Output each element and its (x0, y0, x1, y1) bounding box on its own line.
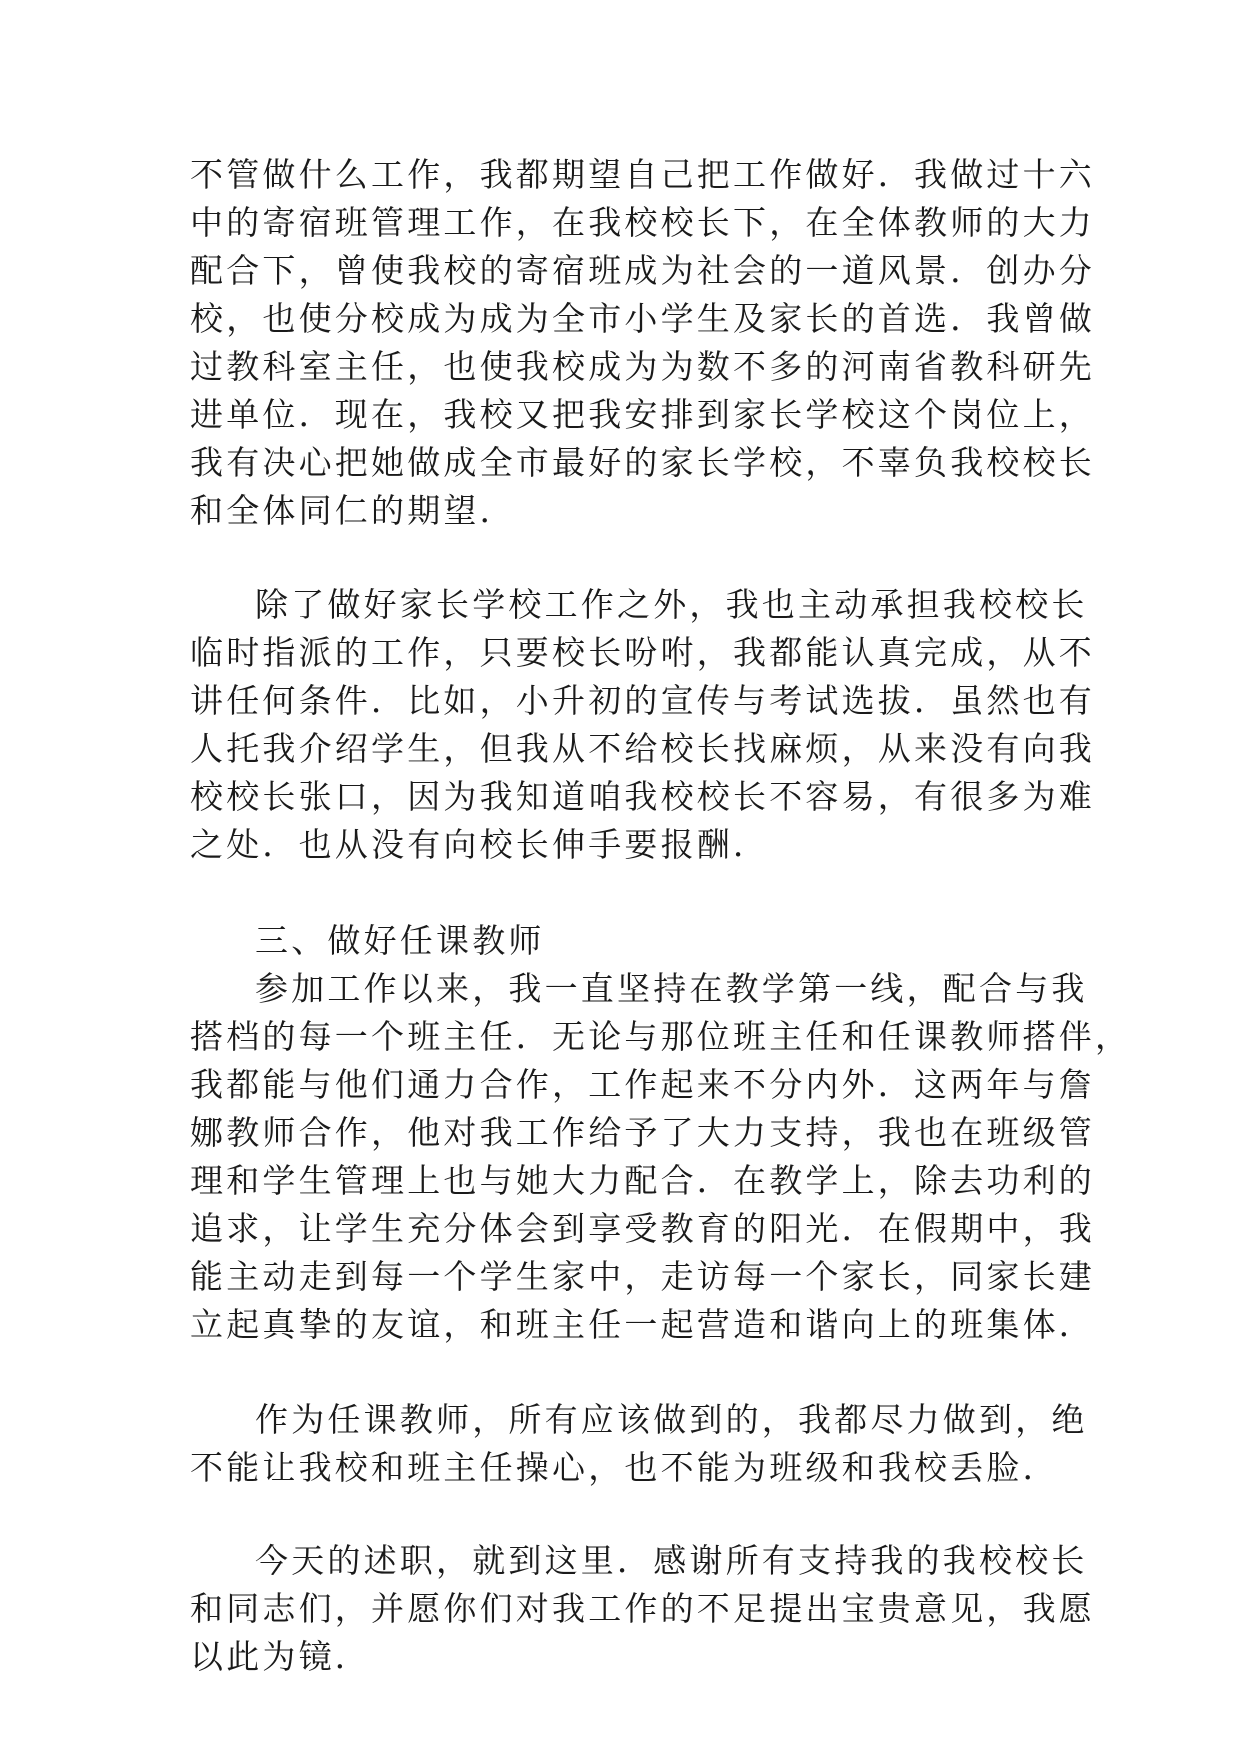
paragraph-3-line: 能主动走到每一个学生家中，走访每一个家长，同家长建 (190, 1257, 1095, 1296)
paragraph-2-line: 之处．也从没有向校长伸手要报酬． (190, 825, 770, 864)
paragraph-4-line: 作为任课教师，所有应该做到的，我都尽力做到，绝 (255, 1400, 1088, 1439)
section-heading: 三、做好任课教师 (255, 921, 545, 960)
paragraph-2-line: 除了做好家长学校工作之外，我也主动承担我校校长 (255, 585, 1088, 624)
paragraph-3-line: 参加工作以来，我一直坚持在教学第一线，配合与我 (255, 969, 1088, 1008)
paragraph-2-line: 临时指派的工作，只要校长吩咐，我都能认真完成，从不 (190, 633, 1095, 672)
paragraph-4-line: 不能让我校和班主任操心，也不能为班级和我校丢脸． (190, 1448, 1059, 1487)
paragraph-1-line: 过教科室主任，也使我校成为为数不多的河南省教科研先 (190, 347, 1095, 386)
paragraph-1-line: 我有决心把她做成全市最好的家长学校，不辜负我校校长 (190, 443, 1095, 482)
paragraph-1-line: 不管做什么工作，我都期望自己把工作做好．我做过十六 (190, 155, 1095, 194)
paragraph-5-line: 以此为镜． (190, 1637, 371, 1676)
paragraph-2-line: 校校长张口，因为我知道咱我校校长不容易，有很多为难 (190, 777, 1095, 816)
paragraph-3-line: 娜教师合作，他对我工作给予了大力支持，我也在班级管 (190, 1113, 1095, 1152)
paragraph-2-line: 讲任何条件．比如，小升初的宣传与考试选拔．虽然也有 (190, 681, 1095, 720)
paragraph-1-line: 校，也使分校成为成为全市小学生及家长的首选．我曾做 (190, 299, 1095, 338)
paragraph-3-line: 追求，让学生充分体会到享受教育的阳光．在假期中，我 (190, 1209, 1095, 1248)
paragraph-1-line: 中的寄宿班管理工作，在我校校长下，在全体教师的大力 (190, 203, 1095, 242)
paragraph-1-line: 和全体同仁的期望． (190, 491, 516, 530)
paragraph-5-line: 今天的述职，就到这里．感谢所有支持我的我校校长 (255, 1541, 1088, 1580)
paragraph-1-line: 配合下，曾使我校的寄宿班成为社会的一道风景．创办分 (190, 251, 1095, 290)
paragraph-5-line: 和同志们，并愿你们对我工作的不足提出宝贵意见，我愿 (190, 1589, 1095, 1628)
paragraph-3-line: 立起真挚的友谊，和班主任一起营造和谐向上的班集体． (190, 1305, 1095, 1344)
paragraph-3-line: 搭档的每一个班主任．无论与那位班主任和任课教师搭伴， (190, 1017, 1132, 1056)
paragraph-2-line: 人托我介绍学生，但我从不给校长找麻烦，从来没有向我 (190, 729, 1095, 768)
paragraph-3-line: 理和学生管理上也与她大力配合．在教学上，除去功利的 (190, 1161, 1095, 1200)
paragraph-3-line: 我都能与他们通力合作，工作起来不分内外．这两年与詹 (190, 1065, 1095, 1104)
paragraph-1-line: 进单位．现在，我校又把我安排到家长学校这个岗位上， (190, 395, 1095, 434)
